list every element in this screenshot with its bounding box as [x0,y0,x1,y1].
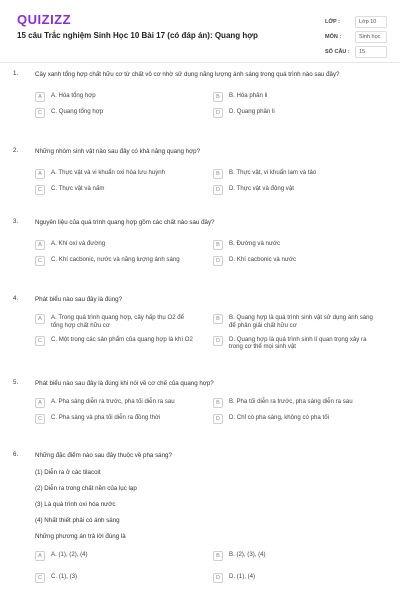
meta-row-class [325,14,387,29]
option-letter: D [213,108,223,118]
option-text: A. Pha sáng diễn ra trước, pha tối diễn ra sau [51,398,175,405]
question [0,451,400,583]
option-letter: A [35,240,45,250]
option-text: A. Khí oxi và đường [51,240,106,247]
meta-panel [325,14,387,59]
meta-key: SỐ CÂU : [325,48,350,55]
question-text: Những đặc điểm nào sau đây thuộc về pha sáng? [35,452,172,459]
option-b[interactable] [213,398,375,408]
question [0,295,400,373]
option-c[interactable] [35,108,197,118]
meta-row-count [325,44,387,59]
question-number: 1. [13,70,19,77]
option-text: B. Pha tối diễn ra trước, pha sáng diễn ra sau [229,398,353,405]
meta-value: Sinh học [355,31,387,43]
option-text: C. Thực vật và nấm [51,185,105,192]
question [0,70,400,141]
options [35,169,375,195]
quizizz-logo: QUIZIZZ [17,12,72,27]
options [35,398,375,424]
meta-key: MÔN : [325,33,342,40]
option-text: A. Trong quá trình quang hợp, cây hấp thụ O2 để tổng hợp chất hữu cơ [51,314,185,329]
option-letter: B [213,92,223,102]
options [35,240,375,266]
question-text: Phát biểu nào sau đây là đúng khi nói về cơ chế của quang hợp? [35,380,214,387]
meta-value: 15 [355,46,387,58]
question-number: 4. [13,295,19,302]
statement: (1) Diễn ra ở các tilacoit [35,469,101,476]
option-letter: C [35,414,45,424]
option-letter: D [213,185,223,195]
options [35,551,375,583]
header [0,0,400,63]
option-letter: A [35,551,45,561]
option-text: A. Hóa tổng hợp [51,92,96,99]
option-letter: D [213,256,223,266]
option-letter: D [213,573,223,583]
option-text: B. Hóa phân li [229,92,268,99]
option-text: C. Quang tổng hợp [51,108,104,115]
option-d[interactable] [213,108,375,118]
option-text: D. Chỉ có pha sáng, không có pha tối [229,414,329,421]
question-text: Phát biểu nào sau đây là đúng? [35,296,123,303]
option-letter: A [35,314,45,324]
option-text: C. Một trong các sản phẩm của quang hợp là khí O2 [51,335,193,343]
meta-key: LỚP : [325,18,340,25]
option-b[interactable] [213,92,375,102]
option-a[interactable] [35,169,197,179]
option-c[interactable] [35,256,197,266]
option-text: B. Thực vật, vi khuẩn lam và tảo [229,169,317,176]
option-a[interactable] [35,398,197,408]
question-list [0,70,400,589]
option-text: D. Quang phân li [229,108,275,115]
question [0,218,400,289]
option-a[interactable] [35,314,197,330]
question-number: 2. [13,147,19,154]
question-text: Cây xanh tổng hợp chất hữu cơ từ chất vô cơ nhờ sử dụng năng lượng ánh sáng trong quá trình nào sau đây? [35,71,340,78]
option-text: B. Quang hợp là quá trình sinh vật sử dụng ánh sáng để phân giải chất hữu cơ [229,314,373,329]
question-number: 3. [13,218,19,225]
option-c[interactable] [35,336,197,352]
option-d[interactable] [213,573,375,583]
option-a[interactable] [35,240,197,250]
question-number: 6. [13,451,19,458]
option-letter: C [35,336,45,346]
statement: (4) Nhất thiết phải có ánh sáng [35,517,120,524]
option-letter: B [213,314,223,324]
answer-prompt: Những phương án trả lời đúng là [35,533,126,540]
option-d[interactable] [213,185,375,195]
question [0,379,400,445]
option-letter: B [213,398,223,408]
option-text: D. Khí cacbonic và nước [229,256,297,263]
option-text: D. Quang hợp là quá trình sinh lí quan trọng xảy ra trong cơ thể mọi sinh vật [229,335,367,351]
option-c[interactable] [35,185,197,195]
option-a[interactable] [35,551,197,561]
options [35,314,375,351]
option-text: C. Pha sáng và pha tối diễn ra đồng thời [51,414,161,421]
option-b[interactable] [213,169,375,179]
option-letter: C [35,256,45,266]
option-b[interactable] [213,314,375,330]
option-text: B. (2), (3), (4) [229,551,266,558]
option-text: C. Khí cacbonic, nước và năng lượng ánh sáng [51,256,180,263]
option-letter: C [35,185,45,195]
option-letter: B [213,169,223,179]
option-text: C. (1), (3) [51,573,78,580]
option-letter: B [213,240,223,250]
option-text: A. (1), (2), (4) [51,551,88,558]
option-letter: A [35,169,45,179]
option-c[interactable] [35,573,197,583]
option-b[interactable] [213,551,375,561]
option-text: B. Đường và nước [229,240,281,247]
option-d[interactable] [213,336,375,352]
option-a[interactable] [35,92,197,102]
option-d[interactable] [213,256,375,266]
option-text: D. Thực vật và động vật [229,185,294,192]
option-letter: B [213,551,223,561]
options [35,92,375,118]
page-title: 15 câu Trắc nghiệm Sinh Học 10 Bài 17 (có đáp án): Quang hợp [17,31,258,40]
option-text: A. Thực vật và vi khuẩn oxi hóa lưu huỳnh [51,169,166,176]
statement: (3) Là quá trình oxi hóa nước [35,501,116,508]
option-letter: D [213,336,223,346]
option-text: D. (1), (4) [229,573,256,580]
meta-row-subject [325,29,387,44]
question-number: 5. [13,379,19,386]
question [0,147,400,212]
option-letter: D [213,414,223,424]
option-letter: C [35,573,45,583]
meta-value: Lớp 10 [355,16,387,28]
option-b[interactable] [213,240,375,250]
statement: (2) Diễn ra trong chất nền của lục lạp [35,485,137,492]
option-letter: A [35,398,45,408]
option-letter: A [35,92,45,102]
option-letter: C [35,108,45,118]
option-d[interactable] [213,414,375,424]
question-text: Nguyên liệu của quá trình quang hợp gồm các chất nào sau đây? [35,219,215,226]
question-text: Những nhóm sinh vật nào sau đây có khả năng quang hợp? [35,148,201,155]
option-c[interactable] [35,414,197,424]
